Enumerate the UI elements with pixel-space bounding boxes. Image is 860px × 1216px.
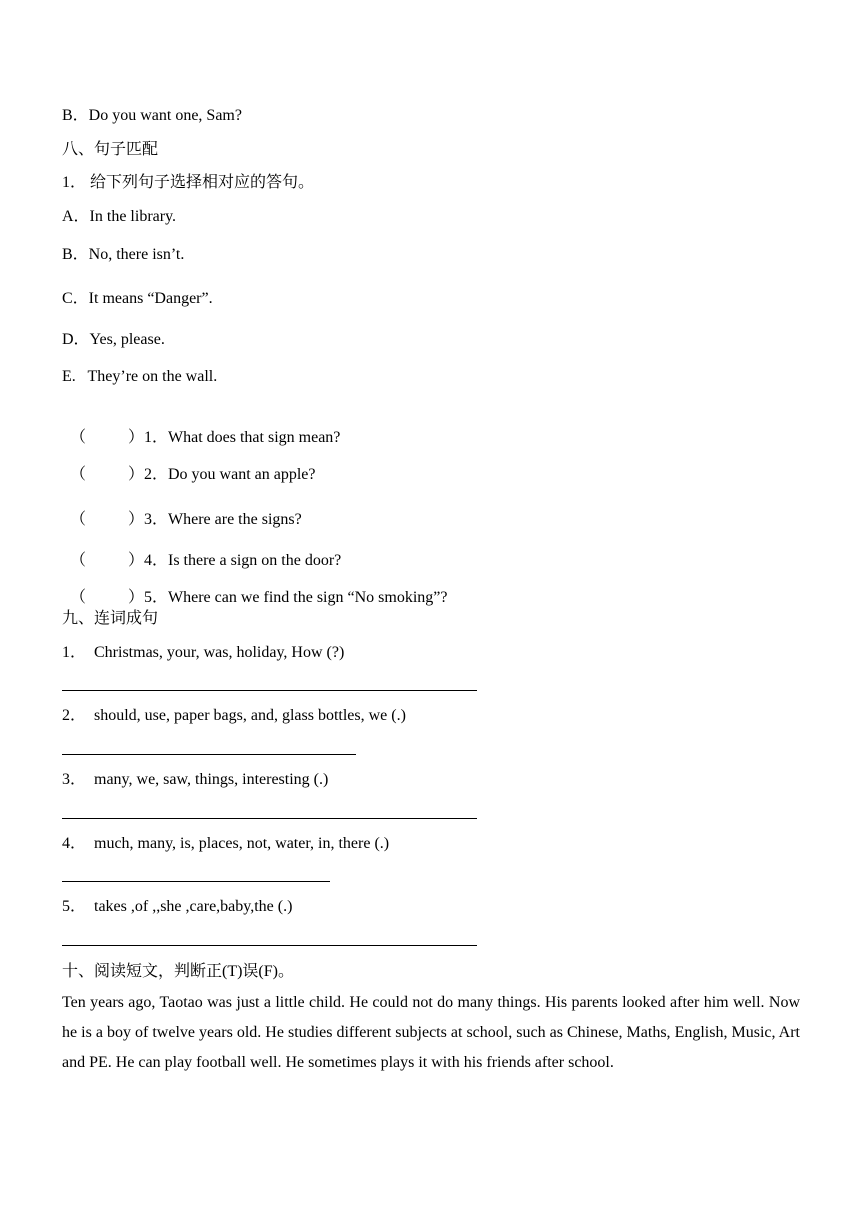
answer-line-4[interactable] (62, 881, 330, 882)
paren-right: ） (128, 511, 145, 528)
section-8-heading: 八、句子匹配 (62, 141, 159, 158)
paren-right: ） (128, 429, 145, 446)
paren-left: （ (70, 429, 87, 446)
sentence-item-4: 4． much, many, is, places, not, water, in, there (.) (62, 835, 390, 852)
match-question-2 (62, 445, 316, 485)
paren-left: （ (70, 511, 87, 528)
answer-line-5[interactable] (62, 945, 477, 946)
paren-left: （ (70, 552, 87, 569)
question-text: 5．Where can we find the sign “No smoking”? (144, 589, 448, 606)
answer-line-3[interactable] (62, 818, 477, 819)
question-text: 1．What does that sign mean? (144, 429, 341, 446)
paren-left: （ (70, 466, 87, 483)
section-9-heading: 九、连词成句 (62, 610, 159, 627)
answer-line-2[interactable] (62, 754, 356, 755)
answer-option-a: A．In the library. (62, 208, 177, 225)
question-text: 4．Is there a sign on the door? (144, 552, 342, 569)
paren-right: ） (128, 589, 145, 606)
question-text: 2．Do you want an apple? (144, 466, 316, 483)
match-question-5 (62, 568, 447, 608)
match-question-3 (62, 490, 302, 530)
paren-right: ） (128, 552, 145, 569)
paren-left: （ (70, 589, 87, 606)
section-8-instruction: 1． 给下列句子选择相对应的答句。 (62, 174, 315, 191)
reading-passage: Ten years ago, Taotao was just a little child. He could not do many things. His parents looked after him well. Now he is a boy of twelve years old. He studies different subjects at school, such as Chinese, Maths, English, Music, Art and PE. He can play football well. He sometimes plays it with his friends after school. (62, 994, 800, 1071)
question-text: 3．Where are the signs? (144, 511, 302, 528)
answer-option-b: B．No, there isn’t. (62, 246, 185, 263)
match-question-1 (62, 408, 340, 448)
answer-option-c: C．It means “Danger”. (62, 290, 213, 307)
answer-option-e: E. They’re on the wall. (62, 368, 218, 385)
paren-right: ） (128, 466, 145, 483)
sentence-item-2: 2． should, use, paper bags, and, glass bottles, we (.) (62, 707, 406, 724)
sentence-item-1: 1． Christmas, your, was, holiday, How (?) (62, 644, 345, 661)
answer-option-d: D．Yes, please. (62, 331, 165, 348)
sentence-item-3: 3． many, we, saw, things, interesting (.) (62, 771, 329, 788)
option-b-do-you-want-one: B．Do you want one, Sam? (62, 107, 242, 124)
answer-line-1[interactable] (62, 690, 477, 691)
section-10-heading: 十、阅读短文，判断正(T)误(F)。 (62, 963, 294, 980)
match-question-4 (62, 531, 341, 571)
sentence-item-5: 5． takes ,of ,,she ,care,baby,the (.) (62, 898, 293, 915)
